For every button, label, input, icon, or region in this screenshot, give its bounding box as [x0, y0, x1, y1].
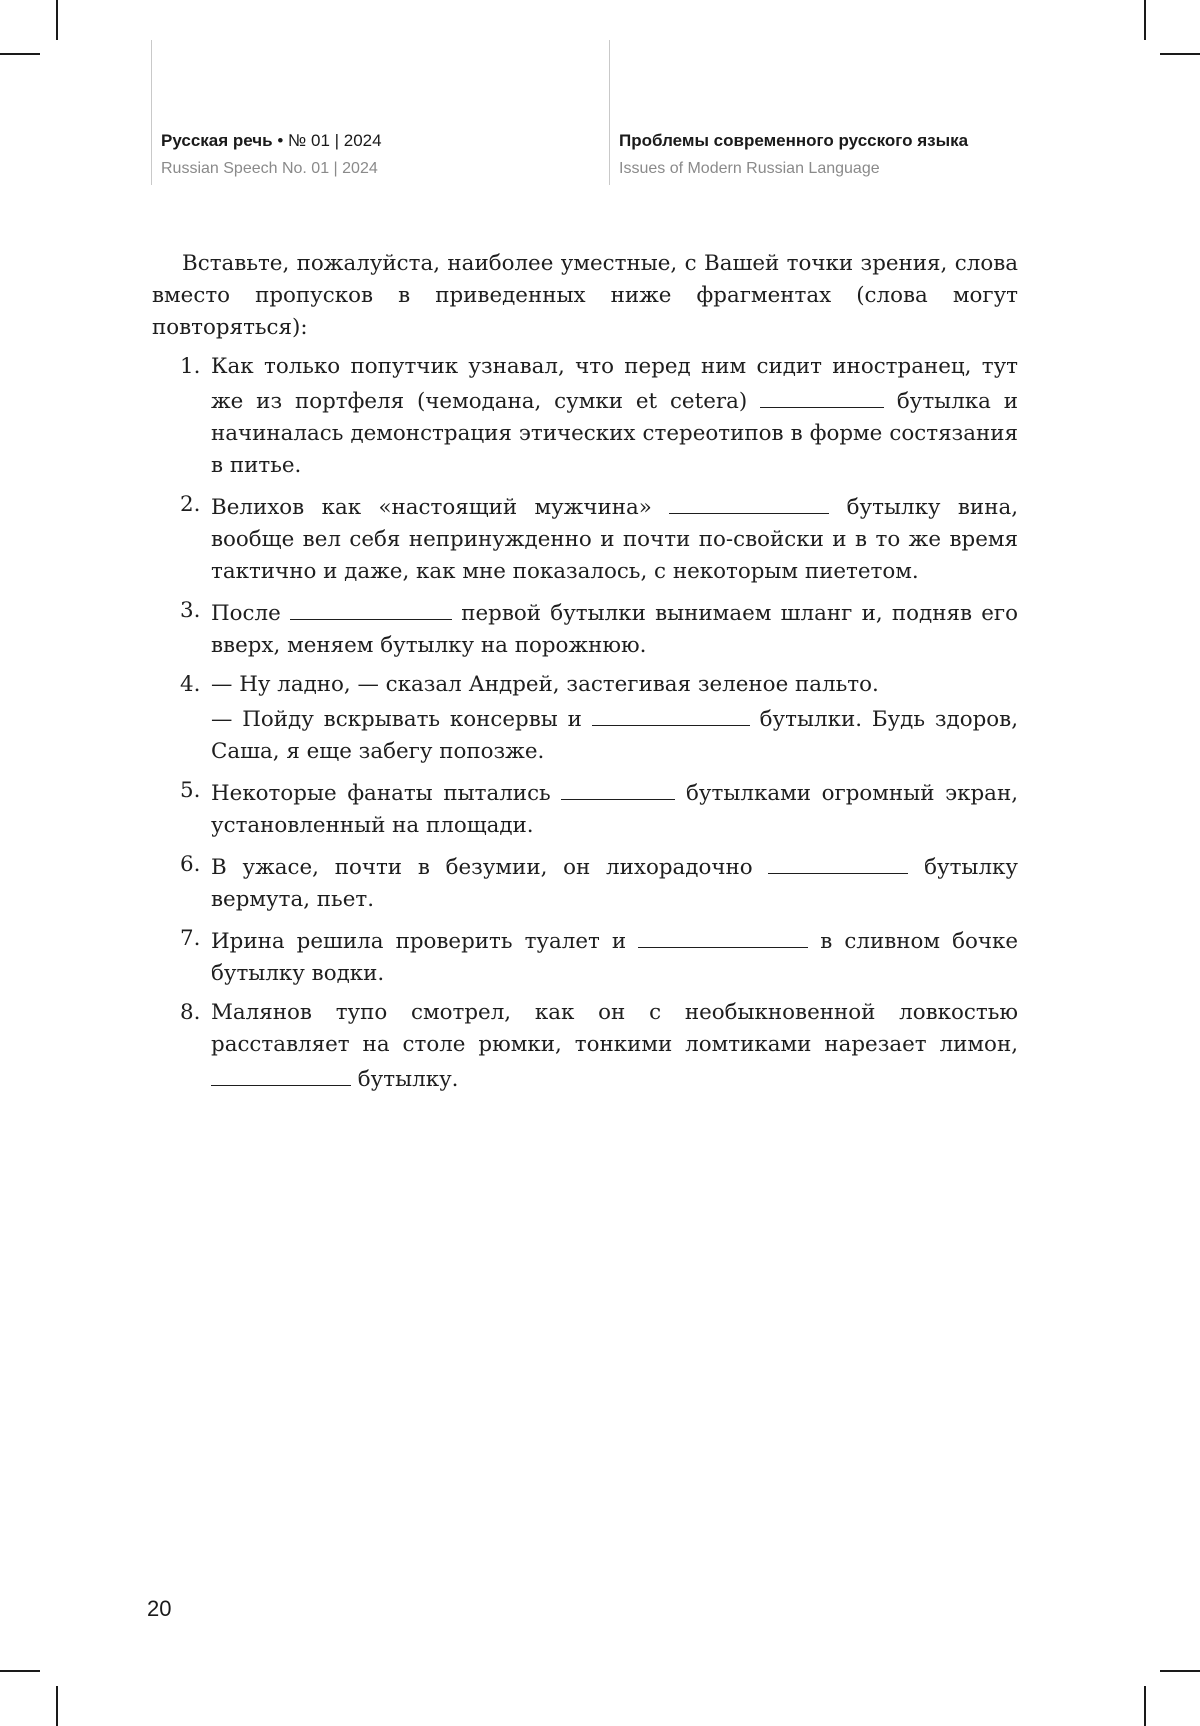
- question-number: 5.: [180, 778, 201, 803]
- question-item: [152, 669, 1018, 768]
- question-number: 8.: [180, 1000, 201, 1025]
- crop-mark: [1160, 1670, 1200, 1672]
- header-left: [151, 130, 382, 190]
- question-item: [152, 775, 1018, 842]
- crop-mark: [1144, 0, 1146, 40]
- question-number: 4.: [180, 672, 201, 697]
- question-text: бутылку вермута, пьет.: [211, 855, 1018, 912]
- page-number: 20: [147, 1596, 172, 1621]
- answer-blank[interactable]: [768, 849, 908, 874]
- answer-blank[interactable]: [760, 383, 884, 408]
- question-item: [152, 489, 1018, 588]
- question-text: в сливном бочке бутылку водки.: [211, 929, 1019, 986]
- question-item: [152, 997, 1018, 1096]
- question-text: Малянов тупо смотрел, как он с необыкновенной ловкостью расставляет на столе рюмки, тонкими ломтиками нарезает лимон,: [211, 1000, 1018, 1057]
- question-text: Как только попутчик узнавал, что перед ним сидит иностранец, тут же из портфеля (чемодана, сумки et cetera): [211, 354, 1018, 414]
- question-text: бутылками огромный экран, установленный на площади.: [211, 781, 1018, 838]
- question-text: Некоторые фанаты пытались: [211, 781, 562, 806]
- question-number: 7.: [180, 926, 201, 951]
- question-text: Велихов как «настоящий мужчина»: [211, 495, 670, 520]
- question-text: бутылку вина, вообще вел себя непринужденно и почти по-свойски и в то же время тактично и даже, как мне показалось, с некоторым пиететом.: [211, 495, 1019, 584]
- answer-blank[interactable]: [561, 775, 675, 800]
- question-text: Ирина решила проверить туалет и: [211, 929, 639, 954]
- question-text: первой бутылки вынимаем шланг и, подняв его вверх, меняем бутылку на порожнюю.: [211, 601, 1018, 658]
- instruction-paragraph: Вставьте, пожалуйста, наиболее уместные, с Вашей точки зрения, слова вместо пропусков в приведенных ниже фрагментах (слова могут повторяться):: [152, 251, 1018, 340]
- header-right: [609, 130, 968, 190]
- question-text: — Пойду вскрывать консервы и: [211, 707, 592, 732]
- question-text: После: [211, 601, 291, 626]
- question-list: [152, 351, 1018, 1096]
- crop-mark: [56, 1686, 58, 1726]
- question-text: — Ну ладно, — сказал Андрей, застегивая зеленое пальто.: [211, 672, 879, 697]
- question-item: [152, 849, 1018, 916]
- answer-blank[interactable]: [290, 595, 452, 620]
- question-item: [152, 351, 1018, 482]
- journal-title: Русская речь: [161, 131, 273, 150]
- question-number: 3.: [180, 598, 201, 623]
- section-title: Проблемы современного русского языка: [619, 131, 969, 150]
- crop-mark: [0, 53, 40, 55]
- question-number: 2.: [180, 492, 201, 517]
- answer-blank[interactable]: [211, 1061, 351, 1086]
- answer-blank[interactable]: [638, 923, 808, 948]
- question-item: [152, 923, 1018, 990]
- question-text: бутылка и начиналась демонстрация этических стереотипов в форме состязания в питье.: [211, 389, 1019, 478]
- journal-title-en: Russian Speech No. 01 | 2024: [161, 160, 378, 177]
- question-number: 1.: [180, 354, 201, 379]
- answer-blank[interactable]: [669, 489, 829, 514]
- question-text: бутылку.: [351, 1067, 459, 1092]
- answer-blank[interactable]: [592, 701, 750, 726]
- page-content: [152, 248, 1018, 1103]
- section-title-en: Issues of Modern Russian Language: [619, 160, 880, 177]
- question-number: 6.: [180, 852, 201, 877]
- crop-mark: [1144, 1686, 1146, 1726]
- crop-mark: [1160, 53, 1200, 55]
- crop-mark: [0, 1670, 40, 1672]
- question-text: бутылки. Будь здоров, Саша, я еще забегу попозже.: [211, 707, 1018, 764]
- question-item: [152, 595, 1018, 662]
- running-header: [0, 130, 1200, 190]
- question-text: В ужасе, почти в безумии, он лихорадочно: [211, 855, 769, 880]
- crop-mark: [56, 0, 58, 40]
- journal-issue: • № 01 | 2024: [272, 131, 382, 150]
